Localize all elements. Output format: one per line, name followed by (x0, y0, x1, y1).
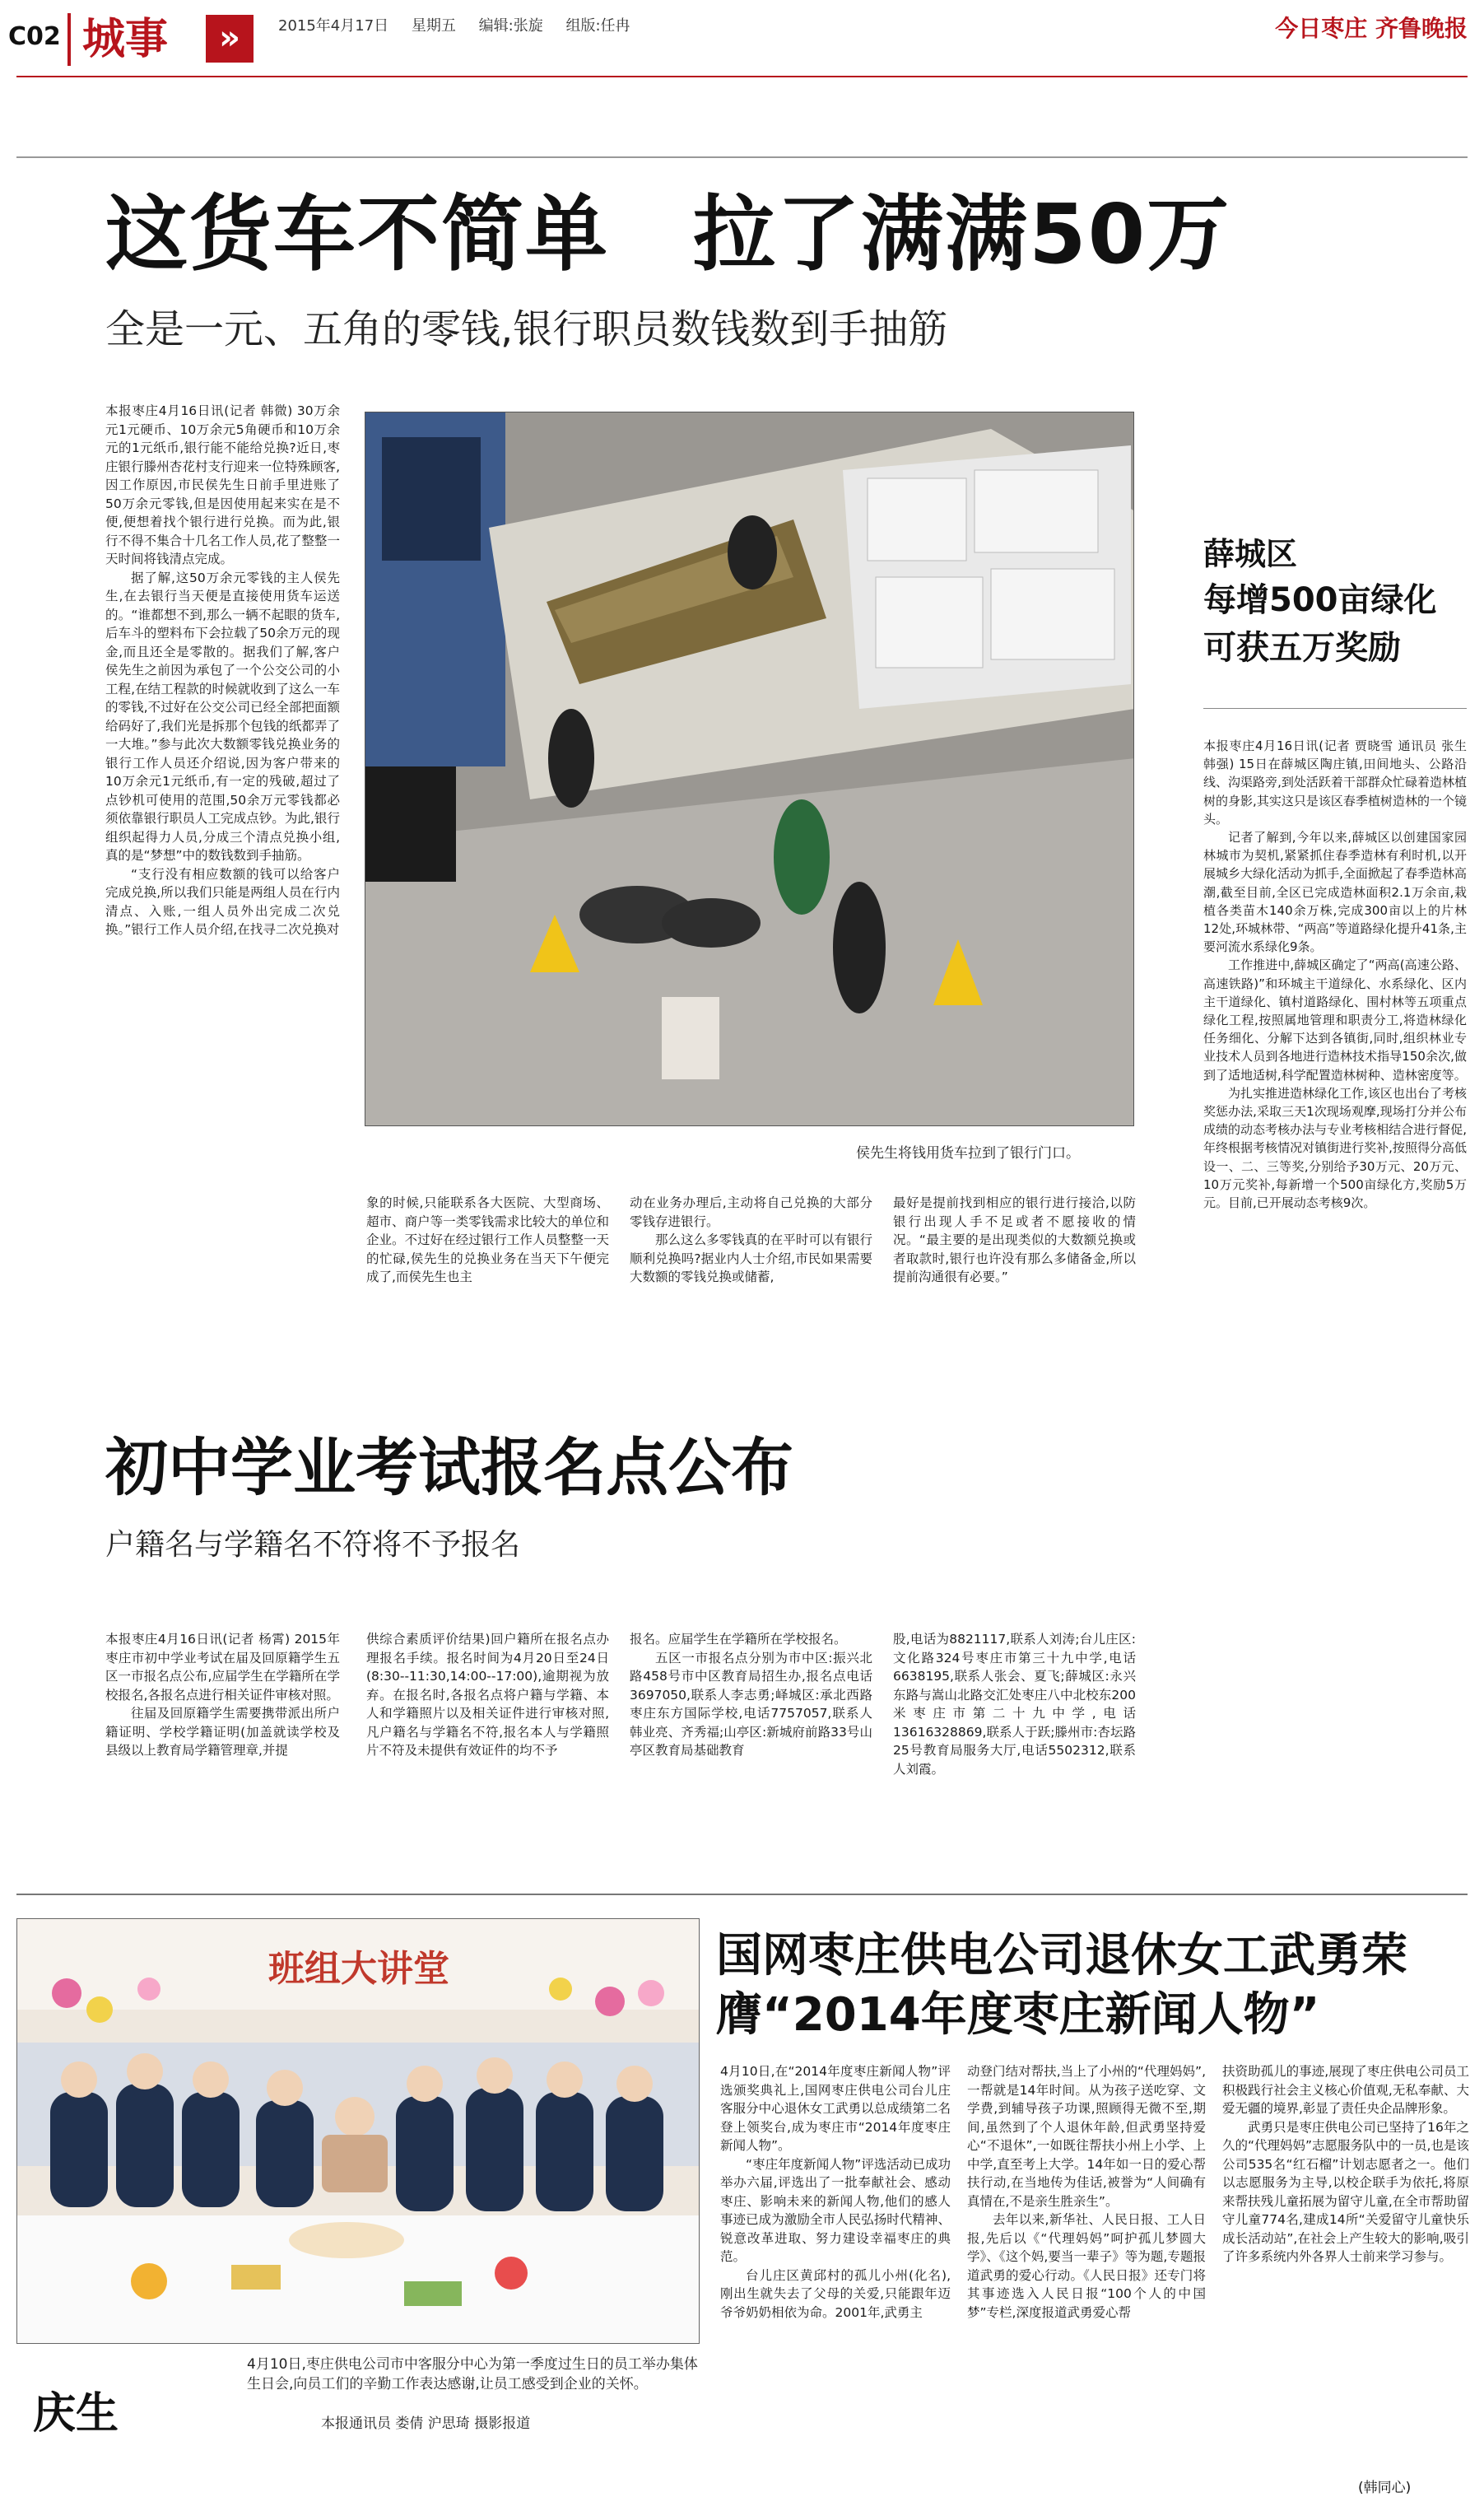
article1-column-3 (630, 1194, 872, 1287)
section-divider (16, 1894, 1468, 1895)
article2-column-1 (105, 1630, 340, 1760)
editor-credit: 编辑:张旋 (478, 17, 543, 35)
sidebar-para: 本报枣庄4月16日讯(记者 贾晓雪 通讯员 张生 韩强) 15日在薛城区陶庄镇,田间地头、公路沿线、沟渠路旁,到处活跃着干部群众忙碌着造林植树的身影,其实这只是该区春季植树造林的一个镜头。 (1203, 738, 1467, 827)
article3-para: 扶资助孤儿的事迹,展现了枣庄供电公司员工积极践行社会主义核心价值观,无私奉献、大爱无疆的境界,彰显了责任央企品牌形象。 (1222, 2064, 1469, 2116)
article3-photo (16, 1918, 700, 2344)
article1-column-2 (366, 1194, 609, 1287)
sidebar-para: 为扎实推进造林绿化工作,该区也出台了考核奖惩办法,采取三天1次现场观摩,现场打分并公布成绩的动态考核办法与专业考核相结合进行督促,年终根据考核情况对镇街进行奖补,按照得分高低设一、二、三等奖,分别给予30万元、20万元、10万元奖补,每新增一个500亩绿化方,奖励5万元。目前,已开展动态考核9次。 (1203, 1085, 1467, 1211)
article1-photo-caption: 侯先生将钱用货车拉到了银行门口。 (856, 1145, 1080, 1162)
sidebar-location: 薛城区 (1203, 536, 1298, 572)
article3-byline: (韩同心) (1358, 2480, 1412, 2496)
issue-date: 2015年4月17日 (278, 17, 389, 35)
article3-column-1 (720, 2062, 951, 2322)
article2-subheadline: 户籍名与学籍名不符将不予报名 (105, 1528, 521, 1562)
page-number: C02 (8, 22, 61, 51)
newspaper-brand: 今日枣庄 齐鲁晚报 (1275, 15, 1468, 42)
sidebar-para: 记者了解到,今年以来,薛城区以创建国家园林城市为契机,紧紧抓住春季造林有利时机,以开展城乡大绿化活动为抓手,全面掀起了春季造林高潮,截至目前,全区已完成造林面积2.1万余亩,栽植各类苗木140余万株,完成300亩以上的片林12处,环城林带、“两高”等道路绿化提升41条,主要河流水系绿化9条。 (1203, 830, 1467, 955)
article1-column-4 (893, 1194, 1136, 1287)
article3-para: 动登门结对帮扶,当上了小州的“代理妈妈”,一帮就是14年时间。从为孩子送吃穿、文学费,到辅导孩子功课,照顾得无微不至,期间,虽然到了个人退休年龄,但武勇坚持爱心“不退休”,一如既往帮扶小州上小学、上中学,直至考上大学。14年如一日的爱心帮扶行动,在当地传为佳话,被誉为“人间确有真情在,不是亲生胜亲生”。 (967, 2064, 1206, 2209)
section-arrow-icon: » (206, 15, 254, 63)
article2-para: 五区一市报名点分别为市中区:振兴北路458号市中区教育局招生办,报名点电话3697050,联系人李志勇;峄城区:承北西路枣庄东方国际学校,电话7757057,联系人韩业亮、齐秀福;山亭区:新城府前路33号山亭区教育局基础教育 (630, 1650, 872, 1758)
article3-photo-credits: 本报通讯员 娄倩 沪思琦 摄影报道 (321, 2415, 531, 2432)
article1-para: “支行没有相应数额的钱可以给客户完成兑换,所以我们只能是两组人员在行内清点、入账,一组人员外出完成二次兑换。”银行工作人员介绍,在找寻二次兑换对 (105, 866, 340, 937)
article1-subheadline: 全是一元、五角的零钱,银行职员数钱数到手抽筋 (105, 306, 948, 352)
article3-photo-caption: 4月10日,枣庄供电公司市中客服分中心为第一季度过生日的员工举办集体生日会,向员工们的辛勤工作表达感谢,让员工感受到企业的关怀。 (247, 2356, 698, 2392)
header-meta (278, 16, 649, 36)
article2-headline: 初中学业考试报名点公布 (105, 1431, 793, 1504)
article2-para: 股,电话为8821117,联系人刘涛;台儿庄区:文化路324号枣庄市第三十九中学,电话6638195,联系人张会、夏飞;薛城区:永兴东路与嵩山北路交汇处枣庄八中北校东200米枣庄市第二十九中学,电话13616328869,联系人于跃;滕州市:杏坛路25号教育局服务大厅,电话5502312,联系人刘霞。 (893, 1632, 1136, 1777)
article3-photo-label: 庆生 (33, 2389, 119, 2439)
article3-para: “枣庄年度新闻人物”评选活动已成功举办六届,评选出了一批奉献社会、感动枣庄、影响未来的新闻人物,他们的感人事迹已成为激励全市人民弘扬时代精神、锐意改革进取、努力建设幸福枣庄的典范。 (720, 2156, 951, 2264)
article1-para: 那么这么多零钱真的在平时可以有银行顺利兑换吗?据业内人士介绍,市民如果需要大数额的零钱兑换或储蓄, (630, 1232, 872, 1284)
article2-para: 往届及回原籍学生需要携带派出所户籍证明、学校学籍证明(加盖就读学校及县级以上教育局学籍管理章,并提 (105, 1706, 340, 1758)
article2-para: 本报枣庄4月16日讯(记者 杨霄) 2015年枣庄市初中学业考试在届及回原籍学生五区一市报名点公布,应届学生在学籍所在学校报名,各报名点进行相关证件审核对照。 (105, 1632, 340, 1703)
article3-column-2 (967, 2062, 1206, 2322)
sidebar-para: 工作推进中,薛城区确定了“两高(高速公路、高速铁路)”和环城主干道绿化、水系绿化、区内主干道绿化、镇村道路绿化、围村林等五项重点绿化工程,按照属地管理和职责分工,将造林绿化任务细化、分解下达到各镇街,同时,组织林业专业技术人员到各地进行造林技术指导150余次,做到了适地适树,科学配置造林树种、造林密度等。 (1203, 957, 1467, 1083)
header-rule (16, 76, 1468, 77)
issue-weekday: 星期五 (411, 17, 456, 35)
sidebar-body (1203, 737, 1467, 1212)
article1-para: 动在业务办理后,主动将自己兑换的大部分零钱存进银行。 (630, 1195, 872, 1229)
article1-para: 最好是提前找到相应的银行进行接洽,以防银行出现人手不足或者不愿接收的情况。“最主要的是出现类似的大数额兑换或者取款时,银行也许没有那么多储备金,所以提前沟通很有必要。” (893, 1195, 1136, 1284)
sidebar-headline: 每增500亩绿化可获五万奖励 (1203, 581, 1437, 667)
article1-para: 本报枣庄4月16日讯(记者 韩微) 30万余元1元硬币、10万余元5角硬币和10万余元的1元纸币,银行能不能给兑换?近日,枣庄银行滕州杏花村支行迎来一位特殊顾客,因工作原因,市民侯先生日前手里进账了50万余元零钱,但是因使用起来实在是不便,便想着找个银行进行兑换。而为此,银行不得不集合十几名工作人员,花了整整一天时间将钱清点完成。 (105, 403, 340, 566)
article3-column-3 (1222, 2062, 1469, 2266)
birthday-party-photo (17, 1919, 700, 2344)
article2-column-3 (630, 1630, 872, 1760)
article2-para: 报名。应届学生在学籍所在学校报名。 (630, 1632, 847, 1647)
article1-column-1 (105, 402, 340, 939)
header-divider (67, 13, 71, 66)
article2-column-2 (366, 1630, 609, 1760)
article1-headline: 这货车不简单 拉了满满50万 (105, 186, 1231, 282)
article3-headline: 国网枣庄供电公司退休女工武勇荣膺“2014年度枣庄新闻人物” (716, 1929, 1407, 2042)
article3-para: 武勇只是枣庄供电公司已坚持了16年之久的“代理妈妈”志愿服务队中的一员,也是该公司535名“红石榴”计划志愿者之一。他们以志愿服务为主导,以校企联手为依托,将原来帮扶残儿童拓展为留守儿童,在全市帮助留守儿童774名,建成14所“关爱留守儿童快乐成长活动站”,在社会上产生较大的影响,吸引了许多系统内外各界人士前来学习参与。 (1222, 2119, 1469, 2264)
photo-banner-text: 班组大讲堂 (268, 1948, 449, 1990)
article2-column-4 (893, 1630, 1136, 1778)
layout-credit: 组版:任冉 (565, 17, 630, 35)
article3-para: 去年以来,新华社、人民日报、工人日报,先后以《“代理妈妈”呵护孤儿梦圆大学》、《这个妈,要当一辈子》等为题,专题报道武勇的爱心行动。《人民日报》还专门将其事迹选入人民日报“100个人的中国梦”专栏,深度报道武勇爱心帮 (967, 2212, 1206, 2320)
article3-para: 台儿庄区黄邱村的孤儿小州(化名),刚出生就失去了父母的关爱,只能跟年迈爷爷奶奶相依为命。2001年,武勇主 (720, 2267, 951, 2320)
article1-para: 象的时候,只能联系各大医院、大型商场、超市、商户等一类零钱需求比较大的单位和企业。不过好在经过银行工作人员整整一天的忙碌,侯先生的兑换业务在当天下午便完成了,而侯先生也主 (366, 1195, 609, 1284)
sidebar-rule (1203, 708, 1467, 709)
article1-para: 据了解,这50万余元零钱的主人侯先生,在去银行当天便是直接使用货车运送的。“谁都想不到,那么一辆不起眼的货车,后车斗的塑料布下会拉载了50余万元的现金,而且还全是零散的。据我们了解,客户侯先生之前因为承包了一个公交公司的小工程,在结工程款的时候就收到了这么一车的零钱,不过好在公交公司已经全部把面额给码好了,我们光是拆那个包钱的纸都弄了一大堆。”参与此次大数额零钱兑换业务的银行工作人员还介绍说,因为客户带来的10万余元1元纸币,有一定的残破,超过了点钞机可使用的范围,50余万元零钱都必须依靠银行职员人工完成点钞。为此,银行组织起得力人员,分成三个清点兑换小组,真的是“梦想”中的数钱数到手抽筋。 (105, 570, 340, 863)
article2-para: 供综合素质评价结果)回户籍所在报名点办理报名手续。报名时间为4月20日至24日(8:30--11:30,14:00--17:00),逾期视为放弃。在报名时,各报名点将户籍与学籍、本人和学籍照片以及相关证件进行审核对照,凡户籍名与学籍名不符,报名本人与学籍照片不符及未提供有效证件的均不予 (366, 1632, 609, 1758)
truck-photo-illustration (365, 412, 1134, 1126)
article3-para: 4月10日,在“2014年度枣庄新闻人物”评选颁奖典礼上,国网枣庄供电公司台儿庄客服分中心退休女工武勇以总成绩第二名登上领奖台,成为枣庄市“2014年度枣庄新闻人物”。 (720, 2064, 951, 2153)
section-title: 城事 (82, 15, 169, 64)
header-rule-secondary (16, 156, 1468, 158)
article1-photo (365, 412, 1134, 1126)
